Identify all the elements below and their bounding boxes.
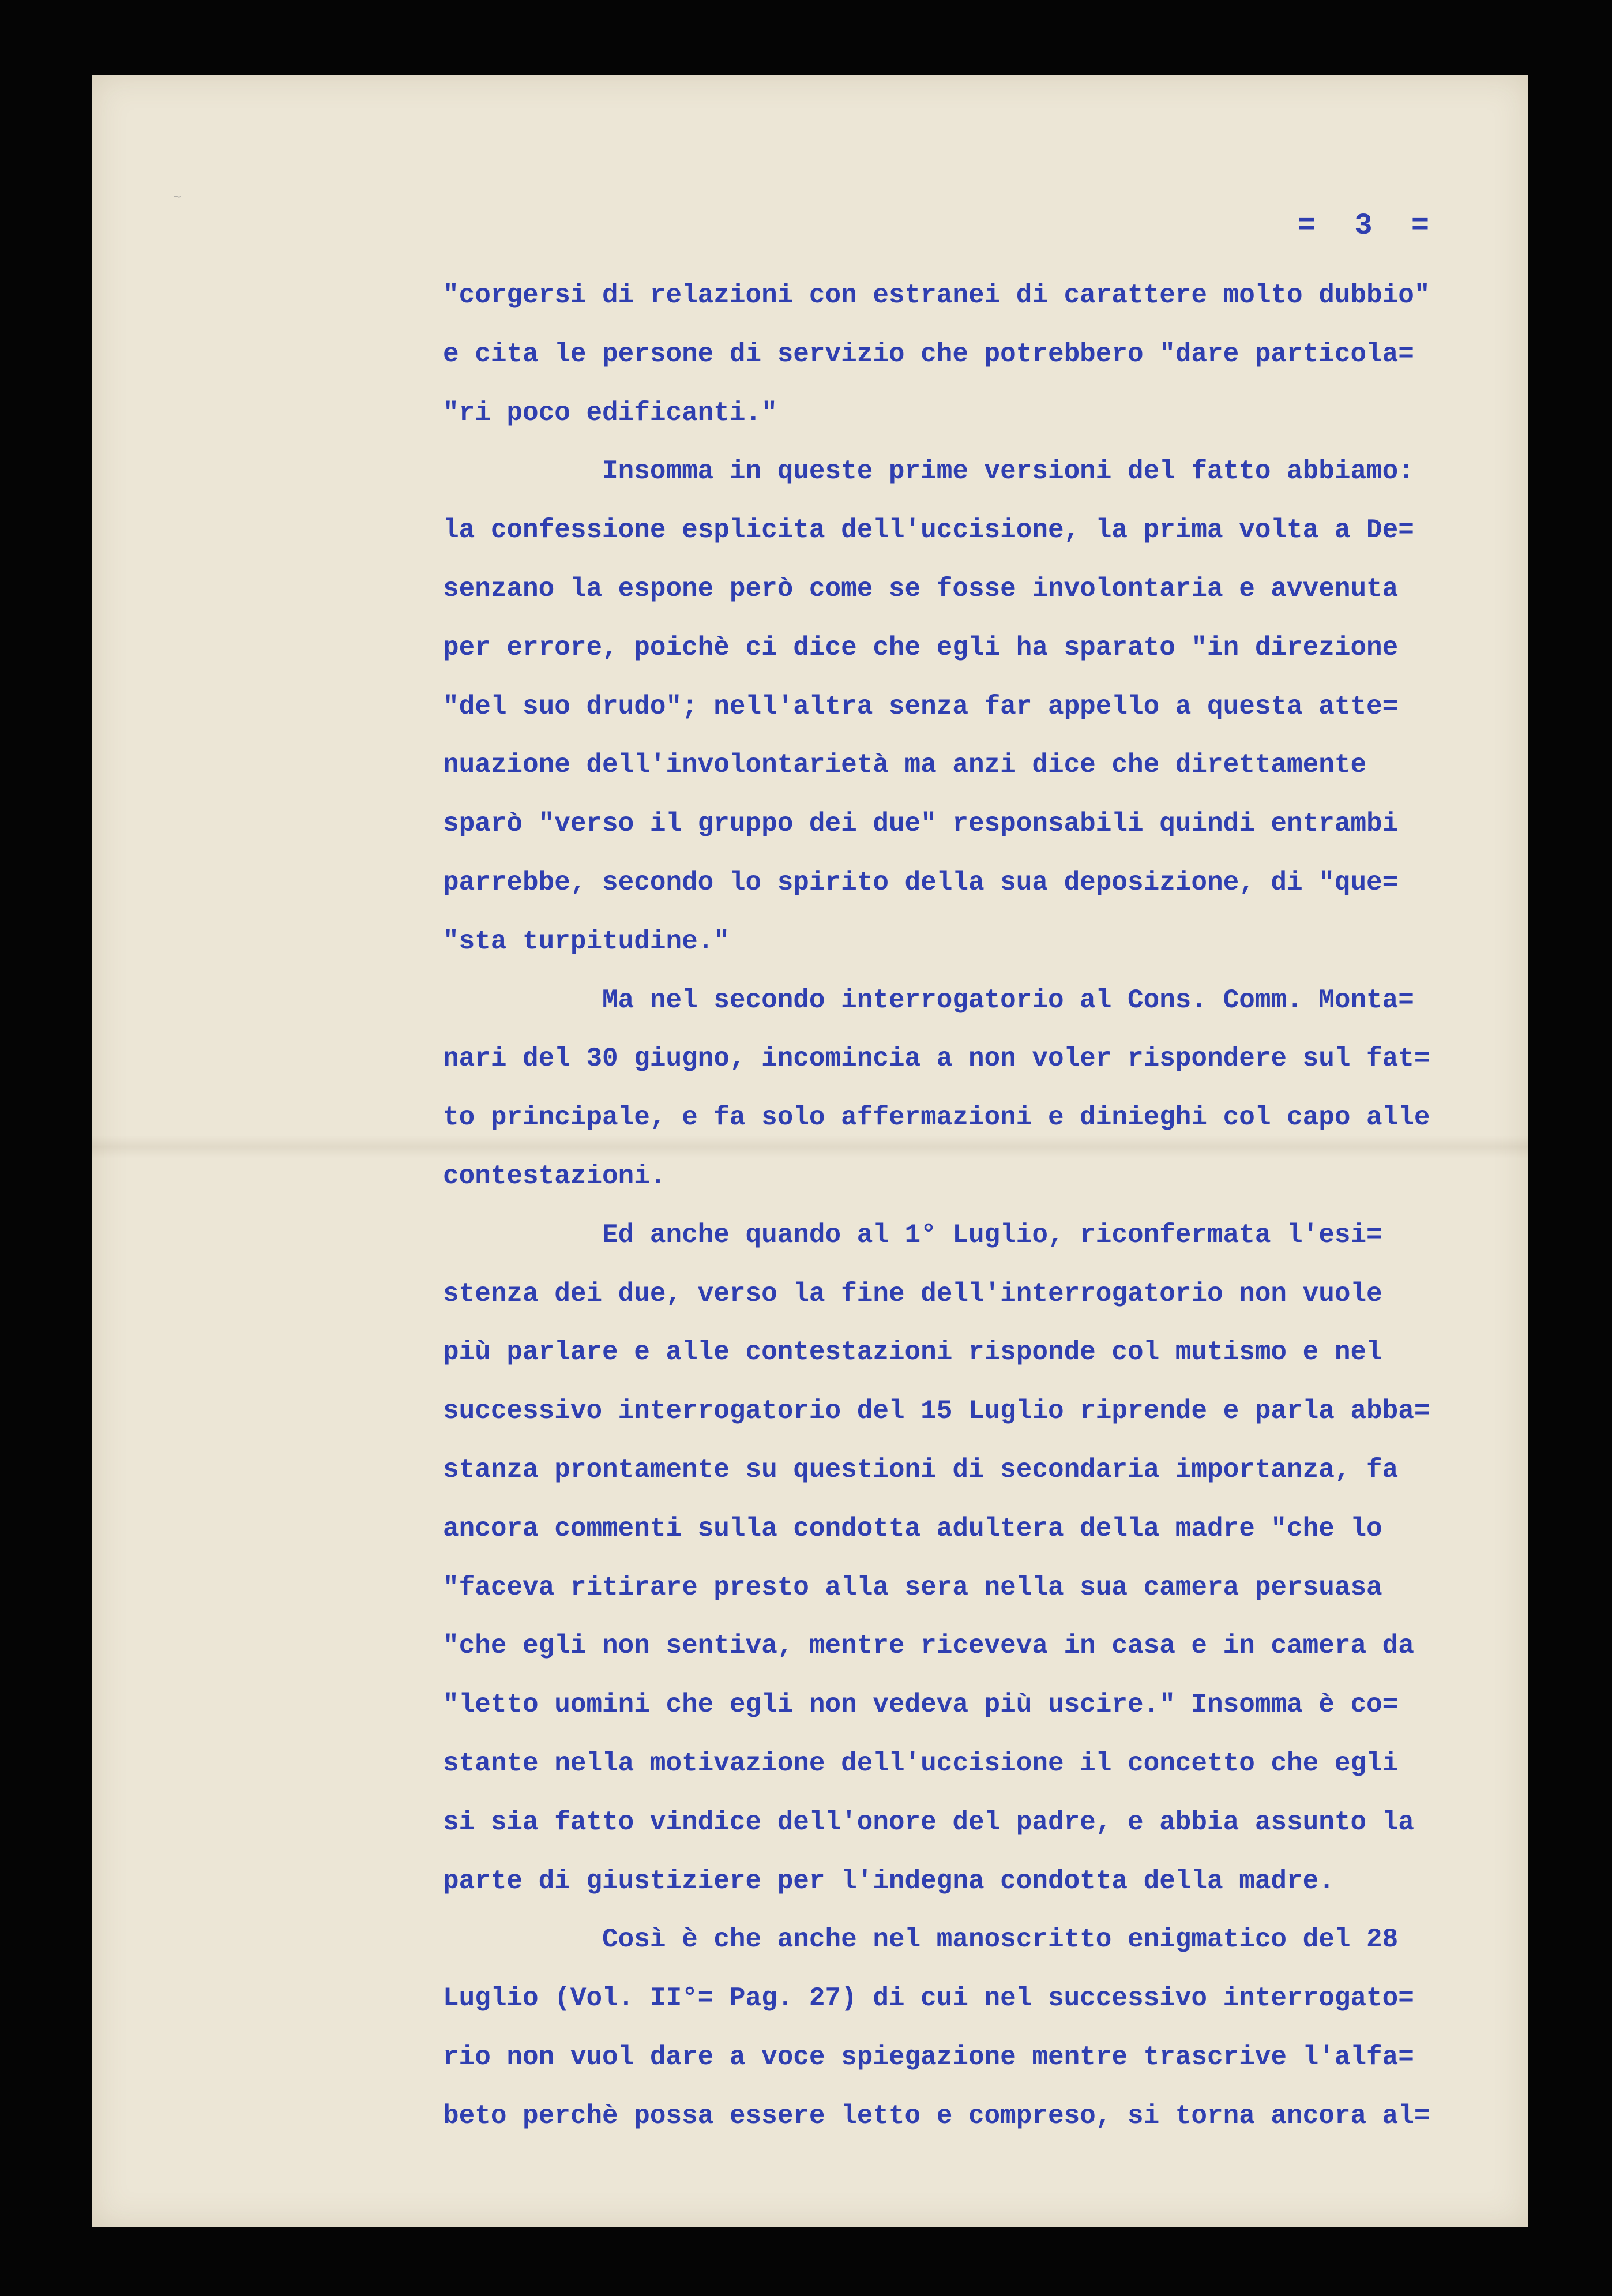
text-line: senzano la espone però come se fosse involontaria e avvenuta [443, 573, 1399, 604]
text-line: Luglio (Vol. II°= Pag. 27) di cui nel successivo interrogato= [443, 1983, 1414, 2014]
text-line: sparò "verso il gruppo dei due" responsabili quindi entrambi [443, 809, 1399, 839]
text-line: "corgersi di relazioni con estranei di carattere molto dubbio" [443, 280, 1430, 310]
text-line: Così è che anche nel manoscritto enigmatico del 28 [443, 1924, 1399, 1955]
text-line: stenza dei due, verso la fine dell'interrogatorio non vuole [443, 1278, 1382, 1309]
text-line: Insomma in queste prime versioni del fatto abbiamo: [443, 456, 1414, 487]
text-line: e cita le persone di servizio che potrebbero "dare particola= [443, 339, 1414, 369]
text-line: nuazione dell'involontarietà ma anzi dice che direttamente [443, 750, 1367, 781]
text-line: ancora commenti sulla condotta adultera della madre "che lo [443, 1513, 1382, 1544]
typed-text-block [443, 267, 1516, 2146]
text-line: stanza prontamente su questioni di secondaria importanza, fa [443, 1454, 1399, 1485]
text-line: nari del 30 giugno, incomincia a non voler rispondere sul fat= [443, 1044, 1430, 1074]
text-line: "che egli non sentiva, mentre riceveva in casa e in camera da [443, 1631, 1414, 1661]
text-line: parte di giustiziere per l'indegna condotta della madre. [443, 1866, 1335, 1896]
text-line: "ri poco edificanti." [443, 397, 777, 428]
text-line: "letto uomini che egli non vedeva più uscire." Insomma è co= [443, 1690, 1399, 1720]
text-line: stante nella motivazione dell'uccisione il concetto che egli [443, 1748, 1399, 1779]
text-line: contestazioni. [443, 1161, 666, 1191]
text-line: "faceva ritirare presto alla sera nella sua camera persuasa [443, 1572, 1382, 1603]
text-line: si sia fatto vindice dell'onore del padre, e abbia assunto la [443, 1807, 1414, 1837]
text-line: rio non vuol dare a voce spiegazione mentre trascrive l'alfa= [443, 2042, 1414, 2072]
text-line: la confessione esplicita dell'uccisione, la prima volta a De= [443, 515, 1414, 546]
text-line: per errore, poichè ci dice che egli ha sparato "in direzione [443, 632, 1399, 663]
text-line: parrebbe, secondo lo spirito della sua deposizione, di "que= [443, 867, 1399, 898]
pencil-mark: ~ [173, 190, 182, 206]
text-line: to principale, e fa solo affermazioni e dinieghi col capo alle [443, 1102, 1430, 1133]
text-line: "sta turpitudine." [443, 926, 730, 956]
text-line: "del suo drudo"; nell'altra senza far appello a questa atte= [443, 691, 1399, 722]
text-line: successivo interrogatorio del 15 Luglio riprende e parla abba= [443, 1396, 1430, 1427]
text-line: beto perchè possa essere letto e compreso, si torna ancora al= [443, 2100, 1430, 2131]
text-line: più parlare e alle contestazioni risponde col mutismo e nel [443, 1337, 1382, 1368]
text-line: Ma nel secondo interrogatorio al Cons. Comm. Monta= [443, 985, 1414, 1015]
page-number: = 3 = [1298, 209, 1440, 243]
text-line: Ed anche quando al 1° Luglio, riconfermata l'esi= [443, 1220, 1382, 1250]
